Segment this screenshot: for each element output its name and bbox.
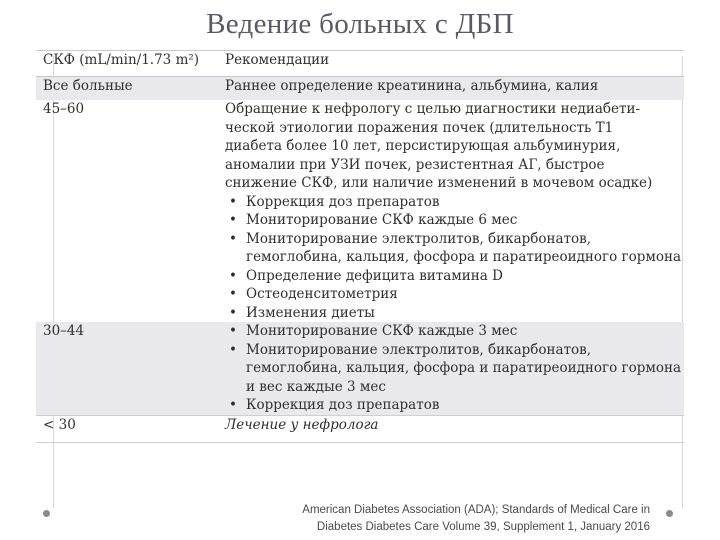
recommendation-text-line: снижение СКФ, или наличие изменений в мочевом осадке) — [225, 175, 653, 191]
citation — [302, 502, 650, 536]
cell-recommendation: Раннее определение креатинина, альбумина, калия — [218, 77, 684, 101]
decorative-dot-right — [666, 510, 673, 517]
table-row — [36, 322, 684, 415]
header-gfr: СКФ (mL/min/1.73 m²) — [36, 51, 218, 77]
recommendation-text-line: ческой этиологии поражения почек (длительность Т1 — [225, 119, 614, 136]
bullet-item: • Мониторирование электролитов, бикарбонатов, гемоглобина, кальция, фосфора и паратиреоидного гормона — [225, 230, 684, 267]
cell-gfr: 30–44 — [36, 322, 218, 415]
citation-line: Diabetes Diabetes Care Volume 39, Supplement 1, January 2016 — [316, 521, 650, 533]
table-header-row — [36, 51, 684, 77]
bullet-list — [225, 193, 684, 323]
bullet-item: • Мониторирование СКФ каждые 6 мес — [225, 211, 684, 230]
bullet-item: • Определение дефицита витамина D — [225, 267, 684, 286]
bullet-item: • Коррекция доз препаратов — [225, 396, 684, 415]
table-row — [36, 100, 684, 322]
header-recommendations: Рекомендации — [218, 51, 684, 77]
recommendations-table — [36, 51, 684, 443]
bullet-item: • Мониторирование электролитов, бикарбонатов, гемоглобина, кальция, фосфора и паратиреоидного гормона и вес каждые 3 мес — [225, 341, 684, 397]
cell-gfr: 45–60 — [43, 101, 85, 117]
citation-line: American Diabetes Association (ADA); Standards of Medical Care in — [302, 504, 650, 516]
bullet-item: • Коррекция доз препаратов — [225, 193, 684, 212]
page-title: Ведение больных с ДБП — [206, 8, 514, 40]
bullet-item: • Мониторирование СКФ каждые 3 мес — [225, 322, 684, 341]
decorative-dot-left — [43, 510, 50, 517]
recommendation-text-line: Обращение к нефрологу с целью диагностики недиабети- — [225, 101, 641, 117]
cell-recommendation — [218, 322, 684, 415]
recommendation-text-line: диабета более 10 лет, персистирующая альбуминурия, — [225, 138, 621, 154]
table-row — [36, 415, 684, 442]
bullet-list — [225, 322, 684, 415]
cell-gfr: Все больные — [36, 77, 218, 101]
bullet-item: • Остеоденситометрия — [225, 285, 684, 304]
bullet-item: • Изменения диеты — [225, 304, 684, 323]
cell-recommendation: Лечение у нефролога — [218, 415, 684, 442]
recommendation-text-line: аномалии при УЗИ почек, резистентная АГ, быстрое — [225, 156, 605, 173]
cell-recommendation — [218, 100, 684, 322]
cell-gfr: < 30 — [36, 415, 218, 442]
table-row — [36, 77, 684, 101]
